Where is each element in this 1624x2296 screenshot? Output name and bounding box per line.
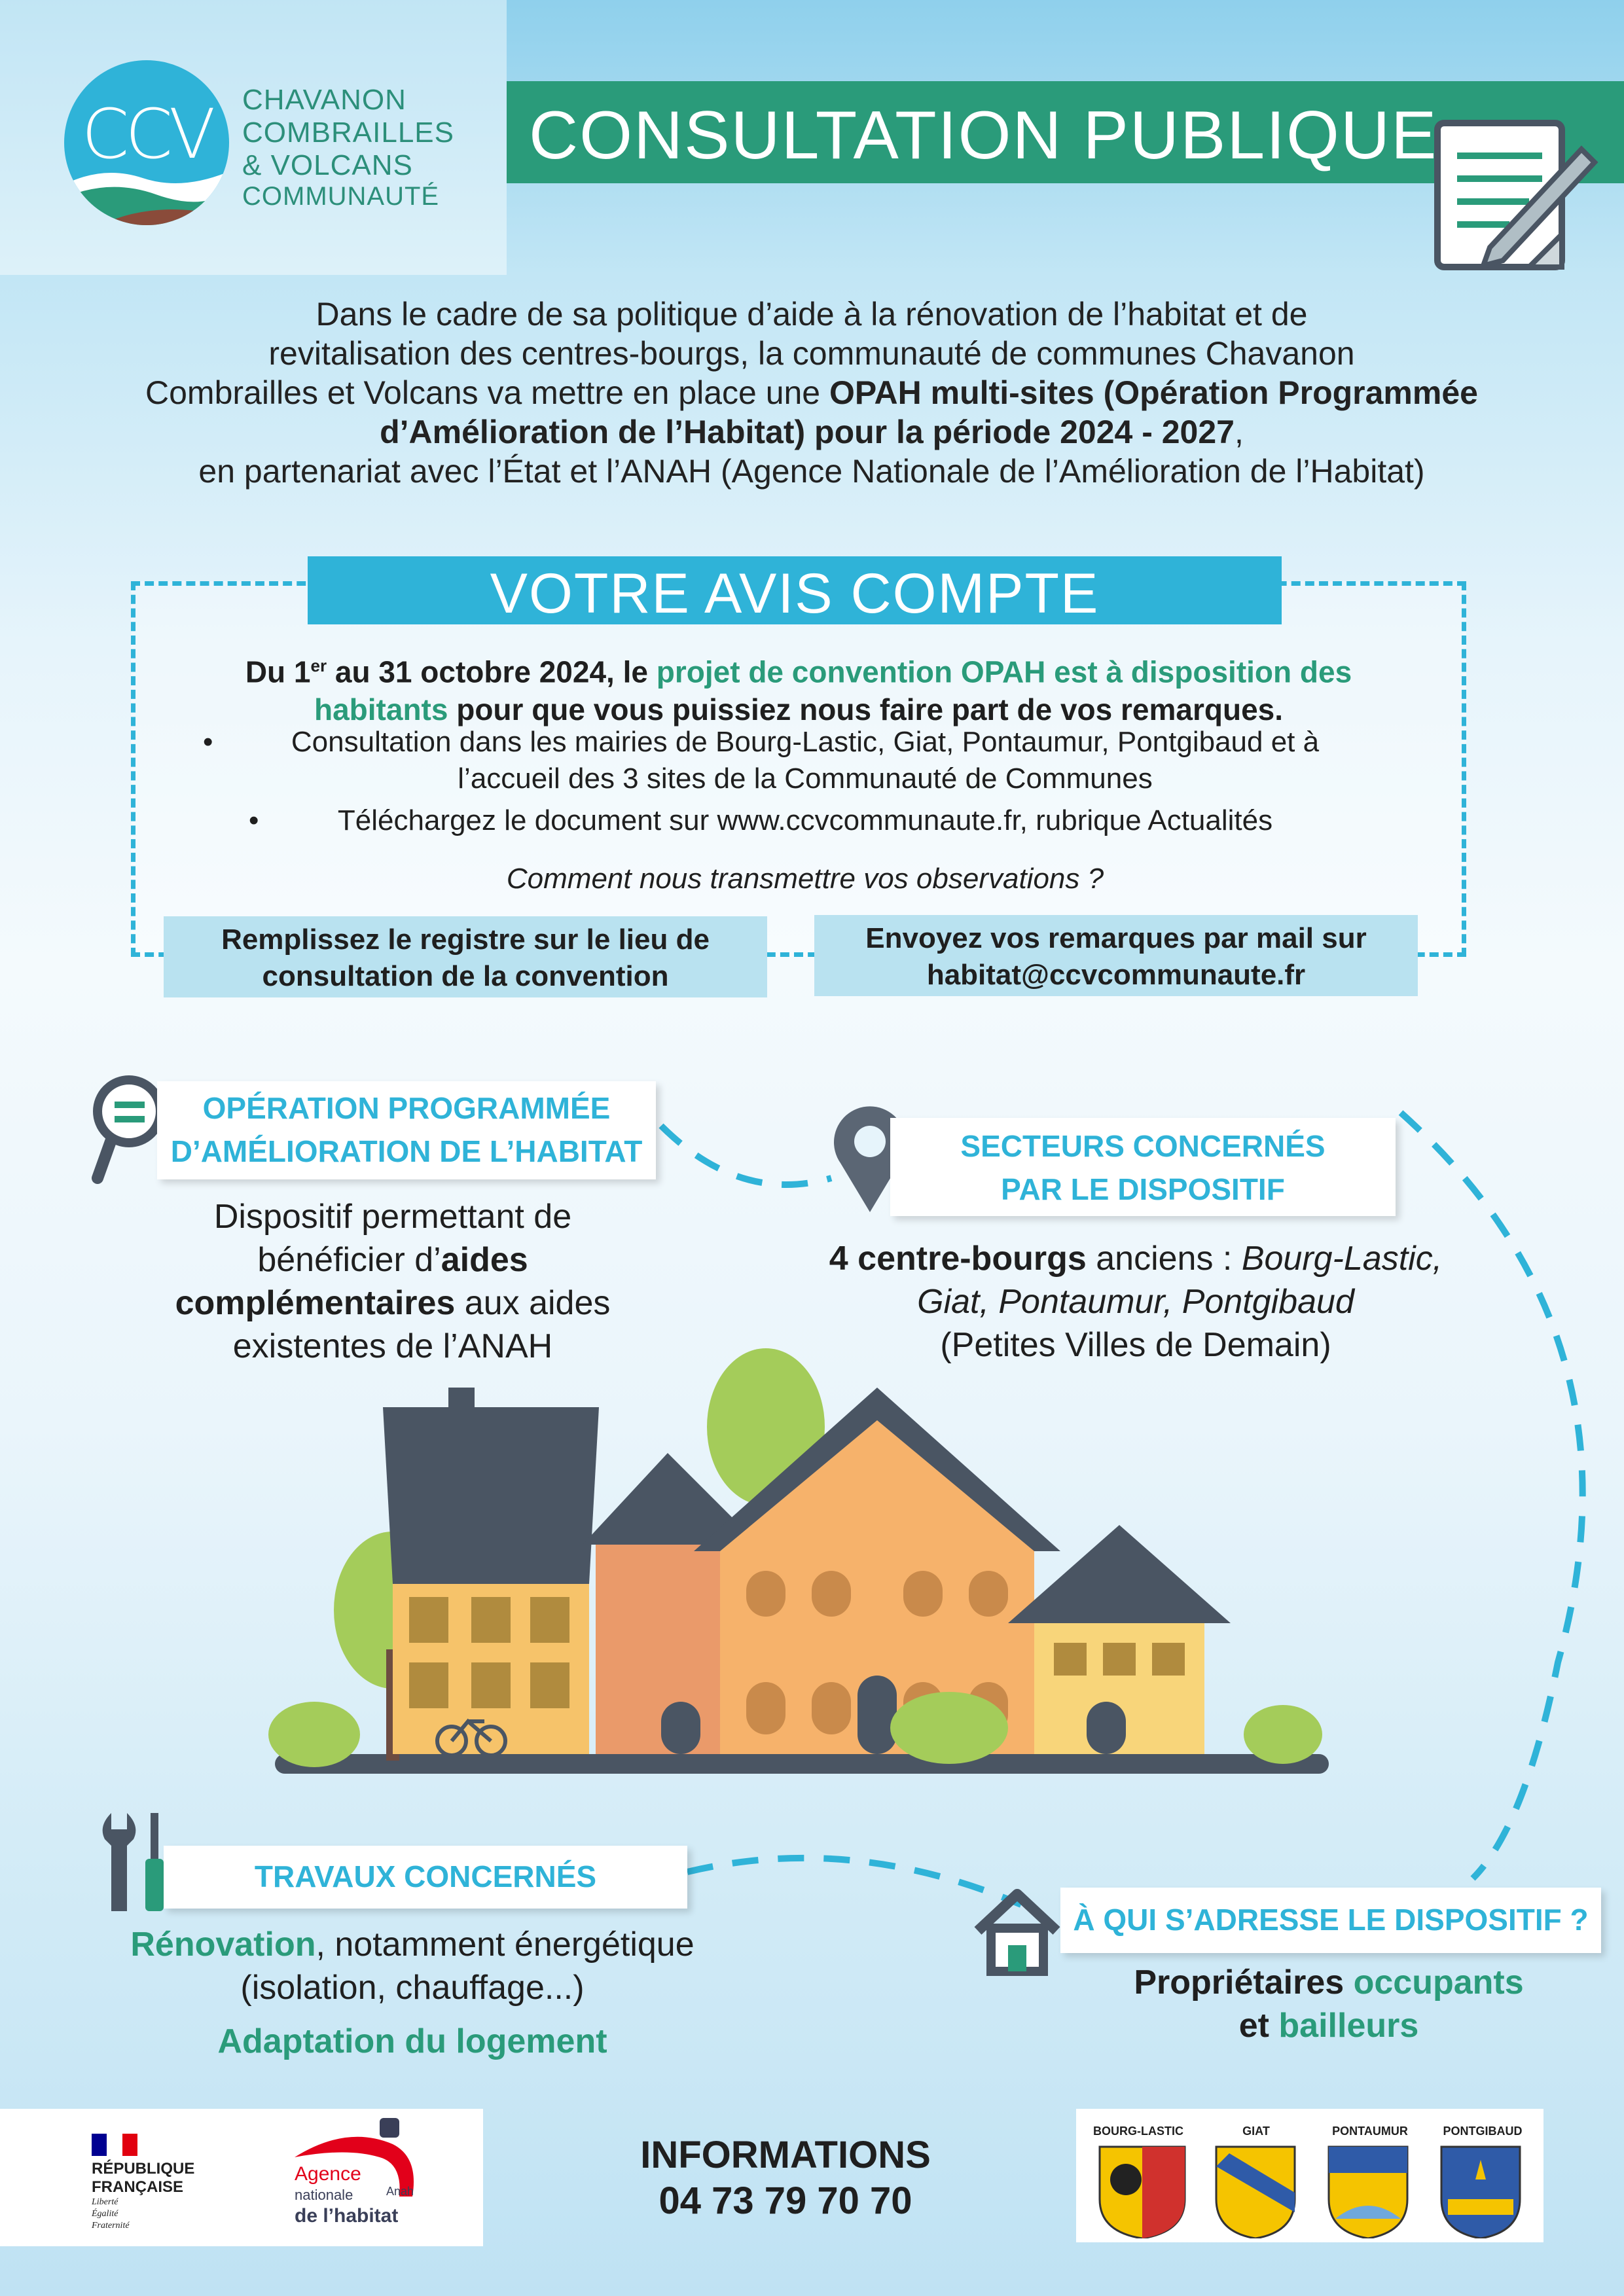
secteurs-label-line-1: SECTEURS CONCERNÉS xyxy=(960,1129,1326,1163)
secteurs-label xyxy=(890,1118,1396,1216)
ccv-logo xyxy=(64,60,229,225)
opah-text-line-2: bénéficier d’ xyxy=(257,1241,441,1279)
travaux-line-2: (isolation, chauffage...) xyxy=(240,1969,585,2007)
anah-line-2: nationale xyxy=(295,2187,353,2203)
travaux-label: TRAVAUX CONCERNÉS xyxy=(164,1846,687,1909)
bullet-dot-icon: • xyxy=(249,804,259,836)
logo-line-4: COMMUNAUTÉ xyxy=(242,182,440,211)
secteurs-text-italic-2: Giat, Pontaumur, Pontgibaud xyxy=(917,1283,1354,1321)
rf-line-1: RÉPUBLIQUE xyxy=(92,2160,195,2178)
info-title: INFORMATIONS xyxy=(640,2134,931,2176)
rf-motto-2: Égalité xyxy=(92,2209,118,2219)
intro-line-4-end: , xyxy=(1234,414,1244,450)
cta-right-line-1: Envoyez vos remarques par mail sur xyxy=(865,922,1367,954)
opah-text-line-4: existentes de l’ANAH xyxy=(232,1327,553,1365)
opah-label-line-1: OPÉRATION PROGRAMMÉE xyxy=(202,1091,611,1125)
intro-line-3: Combrailles et Volcans va mettre en place une xyxy=(145,374,830,411)
cta-right-email[interactable]: habitat@ccvcommunaute.fr xyxy=(926,959,1306,991)
crest-bourg-lastic-icon xyxy=(1100,2147,1185,2238)
lead-sup: er xyxy=(310,656,327,675)
avis-question: Comment nous transmettre vos observations ? xyxy=(506,863,1104,895)
document-pencil-icon xyxy=(1431,117,1601,280)
cible-line-2-green: bailleurs xyxy=(1269,2007,1419,2045)
intro-paragraph xyxy=(79,295,1545,491)
secteurs-text-bold: 4 centre-bourgs xyxy=(829,1240,1087,1278)
bullet-1-line-2: l’accueil des 3 sites de la Communauté de Communes xyxy=(458,762,1153,795)
rf-line-2: FRANÇAISE xyxy=(92,2178,184,2196)
muni-bourg-lastic: BOURG-LASTIC xyxy=(1093,2125,1183,2138)
muni-pontgibaud: PONTGIBAUD xyxy=(1443,2125,1523,2138)
bullet-download xyxy=(196,802,1414,839)
intro-line-2: revitalisation des centres-bourgs, la communauté de communes Chavanon xyxy=(268,335,1355,372)
bullet-consultation xyxy=(196,724,1414,797)
cta-email[interactable] xyxy=(814,915,1418,996)
lead-green-2: habitants xyxy=(314,692,448,727)
secteurs-text-plain: anciens : xyxy=(1086,1240,1242,1278)
lead-end: pour que vous puissiez nous faire part de vos remarques. xyxy=(448,692,1284,727)
logo-abbrev: CCV xyxy=(81,94,212,174)
cta-registre xyxy=(164,916,767,997)
info-phone[interactable]: 04 73 79 70 70 xyxy=(659,2179,912,2222)
crest-pontgibaud-icon xyxy=(1441,2147,1520,2238)
logo-hills-icon xyxy=(64,158,229,225)
cible-line-2-bold: et xyxy=(1238,2007,1269,2045)
anah-logo-text xyxy=(295,2164,398,2227)
muni-giat: GIAT xyxy=(1242,2125,1270,2138)
travaux-green: Rénovation xyxy=(130,1926,316,1964)
info-contact xyxy=(589,2132,982,2224)
logo-line-2: COMBRAILLES xyxy=(242,117,454,149)
opah-text-line-3: aux aides xyxy=(455,1284,611,1322)
cible-line-1-bold: Propriétaires xyxy=(1134,1964,1344,2001)
secteurs-text-line-3: (Petites Villes de Demain) xyxy=(940,1326,1331,1364)
opah-label xyxy=(157,1081,656,1179)
opah-label-line-2: D’AMÉLIORATION DE L’HABITAT xyxy=(170,1134,643,1168)
houses-illustration xyxy=(262,1335,1342,1806)
tools-icon xyxy=(92,1806,170,1918)
intro-line-5: en partenariat avec l’État et l’ANAH (Agence Nationale de l’Amélioration de l’Habitat) xyxy=(198,453,1425,490)
intro-line-3-bold: OPAH multi-sites (Opération Programmée xyxy=(829,374,1478,411)
muni-pontaumur: PONTAUMUR xyxy=(1332,2125,1408,2138)
crest-pontaumur-icon xyxy=(1329,2147,1407,2238)
lead-mid: au 31 octobre 2024, le xyxy=(327,655,657,689)
rf-motto-3: Fraternité xyxy=(92,2221,130,2231)
avis-lead xyxy=(209,647,1388,728)
intro-line-1: Dans le cadre de sa politique d’aide à la rénovation de l’habitat et de xyxy=(316,296,1308,332)
bullet-2: Téléchargez le document sur www.ccvcommunaute.fr, rubrique Actualités xyxy=(337,804,1273,836)
opah-text-line-3-bold: complémentaires xyxy=(175,1284,456,1322)
cible-label: À QUI S’ADRESSE LE DISPOSITIF ? xyxy=(1060,1888,1601,1953)
rf-logo-text xyxy=(92,2160,194,2232)
cta-left-line-1: Remplissez le registre sur le lieu de xyxy=(221,924,710,956)
municipal-crests xyxy=(1093,2140,1538,2238)
cible-text xyxy=(1034,1961,1623,2047)
anah-line-1: Agence xyxy=(295,2163,361,2185)
page-title: CONSULTATION PUBLIQUE xyxy=(529,98,1438,173)
crest-giat-icon xyxy=(1216,2147,1295,2238)
secteurs-text-italic-1: Bourg-Lastic, xyxy=(1241,1240,1443,1278)
anah-line-3: de l’habitat xyxy=(295,2205,399,2227)
lead-prefix: Du 1 xyxy=(245,655,311,689)
secteurs-label-line-2: PAR LE DISPOSITIF xyxy=(1001,1172,1285,1206)
bullet-1-line-1: Consultation dans les mairies de Bourg-Lastic, Giat, Pontaumur, Pontgibaud et à xyxy=(291,726,1320,758)
cta-left-line-2: consultation de la convention xyxy=(262,960,669,992)
rf-motto-1: Liberté xyxy=(92,2197,118,2207)
travaux-line-3: Adaptation du logement xyxy=(217,2022,607,2060)
avis-title: VOTRE AVIS COMPTE xyxy=(490,562,1100,625)
bullet-dot-icon: • xyxy=(203,726,213,758)
opah-text-line-2-bold: aides xyxy=(441,1241,528,1279)
travaux-text xyxy=(85,1923,740,2063)
opah-text-line-1: Dispositif permettant de xyxy=(213,1198,572,1236)
lead-green-1: projet de convention OPAH est à disposition des xyxy=(656,655,1352,689)
travaux-plain: , notamment énergétique xyxy=(316,1926,695,1964)
marianne-flag-icon xyxy=(92,2134,137,2156)
cible-line-1-green: occupants xyxy=(1344,1964,1524,2001)
logo-line-1: CHAVANON xyxy=(242,84,406,116)
anah-tag: Anah xyxy=(386,2185,414,2198)
intro-line-4-bold: d’Amélioration de l’Habitat) pour la période 2024 - 2027 xyxy=(380,414,1235,450)
logo-line-3: & VOLCANS xyxy=(242,149,413,181)
